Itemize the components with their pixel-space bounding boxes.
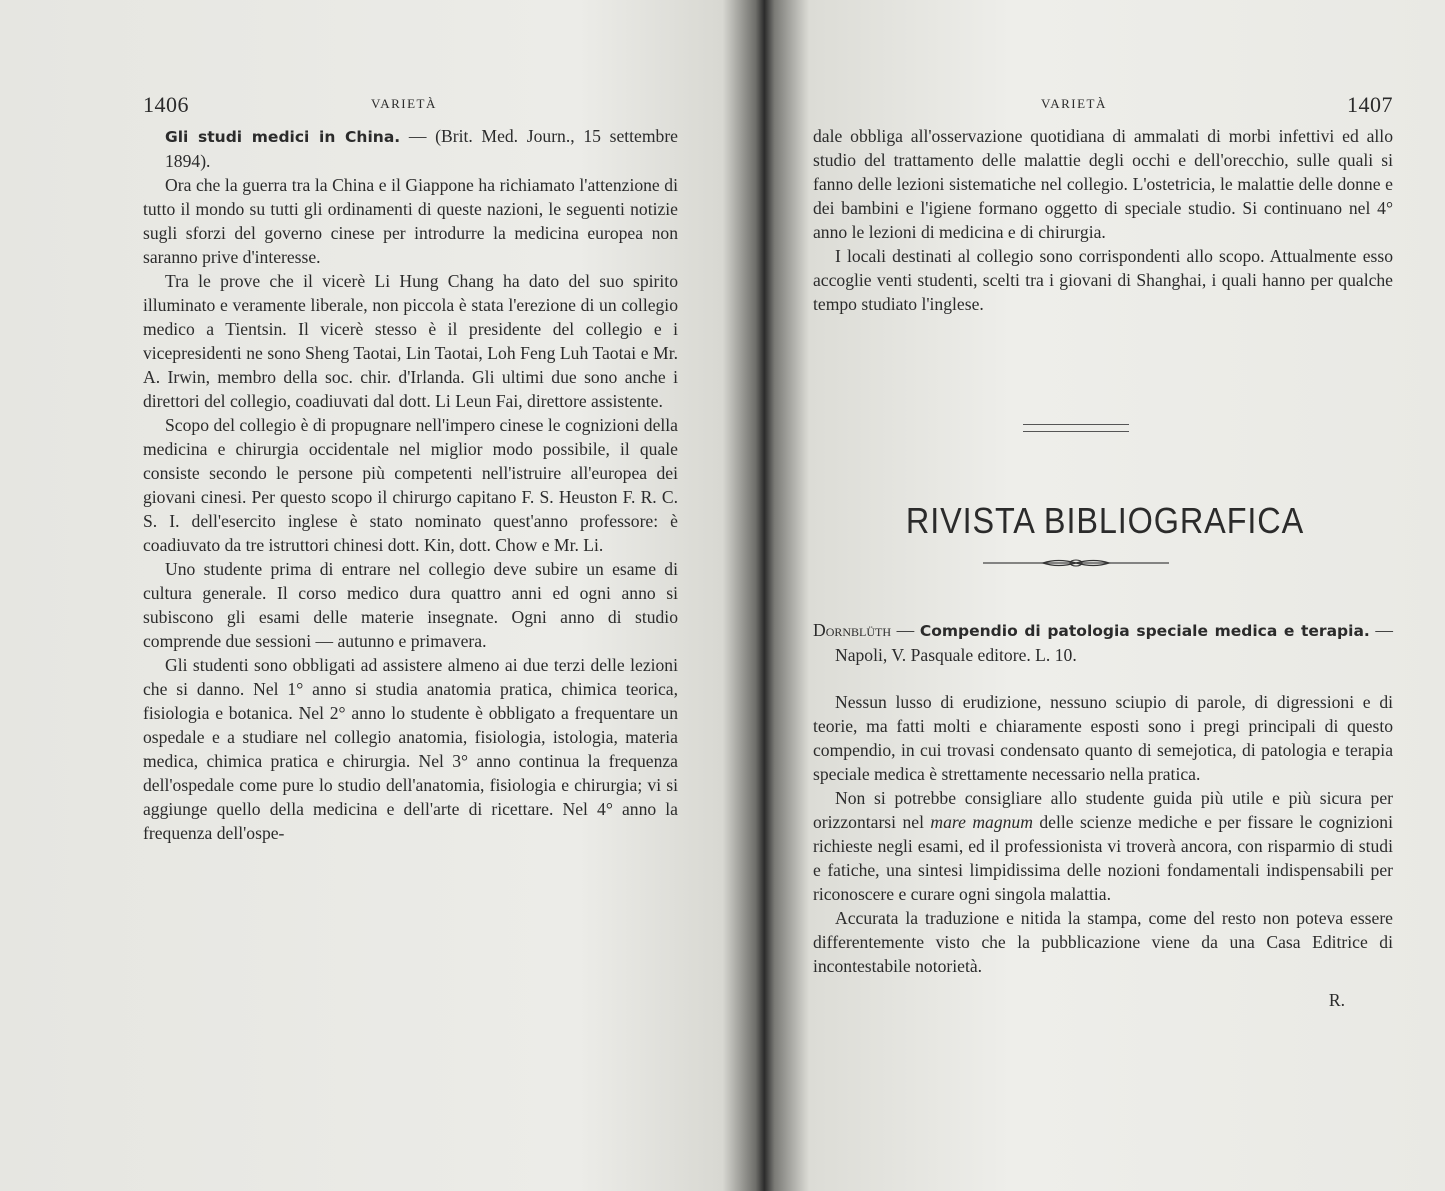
paragraph: Ora che la guerra tra la China e il Giappone ha richiamato l'attenzione di tutto il mondo su tutti gli ordinamenti di queste nazioni, le seguenti notizie sugli sforzi del governo cinese per introdurre la medicina europea non saranno prive d'interesse. — [143, 175, 678, 267]
ornament-divider-icon — [983, 558, 1169, 568]
right-page-number: 1407 — [1347, 92, 1393, 117]
section-title: RIVISTA BIBLIOGRAFICA — [905, 500, 1305, 541]
left-text-column — [143, 124, 678, 845]
review-text: Non si potrebbe consigliare allo studente guida più utile e più sicura per orizzontarsi nel — [813, 788, 1393, 832]
review-body — [813, 690, 1393, 1012]
review-text: delle scienze mediche e per fissare le cognizioni richieste negli esami, ed il professionista vi troverà ancora, con risparmio di studi e fatiche, una sintesi limpidissima delle nozioni fondamentali indispensabili per riconoscere e curare ogni singola malattia. — [813, 812, 1393, 904]
article-title: Gli studi medici in China. — [165, 128, 401, 146]
paragraph: Tra le prove che il vicerè Li Hung Chang ha dato del suo spirito illuminato e veramente liberale, non piccola è stata l'erezione di un collegio medico a Tientsin. Il vicerè stesso è il presidente del collegio e i vicepresidenti ne sono Sheng Taotai, Lin Taotai, Loh Feng Luh Taotai e Mr. A. Irwin, membro della soc. chir. d'Irlanda. Gli ultimi due sono anche i direttori del collegio, coadiuvati dal dott. Li Leun Fai, direttore assistente. — [143, 271, 678, 411]
section-divider — [1023, 424, 1129, 432]
article-source: — (Brit. Med. Journ., 15 settembre 1894). — [165, 126, 678, 171]
review-publisher: — Napoli, V. Pasquale editore. L. 10. — [835, 620, 1393, 665]
paragraph: dale obbliga all'osservazione quotidiana di ammalati di morbi infettivi ed allo studio del trattamento delle malattie degli occhi e dell'orecchio, sulle quali si fanno delle lezioni sistematiche nel collegio. L'ostetricia, le malattie delle donne e dei bambini e l'igiene formano oggetto di speciale studio. Si continuano nel 4° anno le lezioni di medicina e di chirurgia. — [813, 126, 1393, 242]
paragraph: Gli studenti sono obbligati ad assistere almeno ai due terzi delle lezioni che si danno. Nel 1° anno si studia anatomia pratica, chimica teorica, fisiologia e botanica. Nel 2° anno lo studente è obbligato a frequentare un ospedale e a studiare nel collegio anatomia, fisiologia, istologia, materia medica, chimica pratica e chirurgia. Nel 3° anno continua la frequenza dell'ospedale come pure lo studio dell'anatomia, fisiologia e chirurgia; vi si aggiunge quello della medicina e dell'arte di ricettare. Nel 4° anno la frequenza dell'ospe- — [143, 655, 678, 843]
review-author: Dornblüth — [813, 620, 892, 640]
review-title: Compendio di patologia speciale medica e terapia. — [919, 622, 1370, 640]
paragraph: Accurata la traduzione e nitida la stampa, come del resto non poteva essere differentemente visto che la pubblicazione viene da una Casa Editrice di incontestabile notorietà. — [813, 908, 1393, 976]
left-running-title: VARIETÀ — [371, 96, 437, 111]
review-citation: Dornblüth — Compendio di patologia speciale medica e terapia. — Napoli, V. Pasquale editore. L. 10. — [813, 620, 1393, 665]
review-heading — [813, 618, 1393, 667]
paragraph: Uno studente prima di entrare nel collegio deve subire un esame di cultura generale. Il corso medico dura quattro anni ed ogni anno si subiscono gli esami delle materie insegnate. Ogni anno di studio comprende due sessioni — autunno e primavera. — [143, 559, 678, 651]
left-running-head — [143, 92, 683, 120]
article-heading — [143, 124, 678, 173]
right-running-title: VARIETÀ — [1041, 96, 1107, 111]
review-signature: R. — [1328, 990, 1345, 1010]
paragraph: Scopo del collegio è di propugnare nell'impero cinese le cognizioni della medicina e chirurgia occidentale nel miglior modo possibile, il quale consiste secondo le persone più competenti nell'istruire all'europea dei giovani cinesi. Per questo scopo il chirurgo capitano F. S. Heuston F. R. C. S. I. dell'esercito inglese è stato nominato quest'anno professore: è coadiuvato da tre istruttori chinesi dott. Kin, dott. Chow e Mr. Li. — [143, 415, 678, 555]
paragraph: I locali destinati al collegio sono corrispondenti allo scopo. Attualmente esso accoglie venti studenti, scelti tra i giovani di Shanghai, i quali hanno per qualche tempo studiato l'inglese. — [813, 246, 1393, 314]
paragraph — [813, 786, 1393, 906]
right-text-column — [813, 124, 1393, 316]
paragraph: Nessun lusso di erudizione, nessuno sciupio di parole, di digressioni e di teorie, ma fatti molti e chiaramente esposti sono i pregi principali di questo compendio, in cui trovasi condensato quanto di semejotica, di patologia e terapia speciale medica è strettamente necessario nella pratica. — [813, 692, 1393, 784]
right-running-head — [813, 92, 1393, 120]
italic-phrase: mare magnum — [930, 812, 1033, 832]
left-page-number: 1406 — [143, 92, 189, 117]
right-page — [765, 0, 1445, 1191]
